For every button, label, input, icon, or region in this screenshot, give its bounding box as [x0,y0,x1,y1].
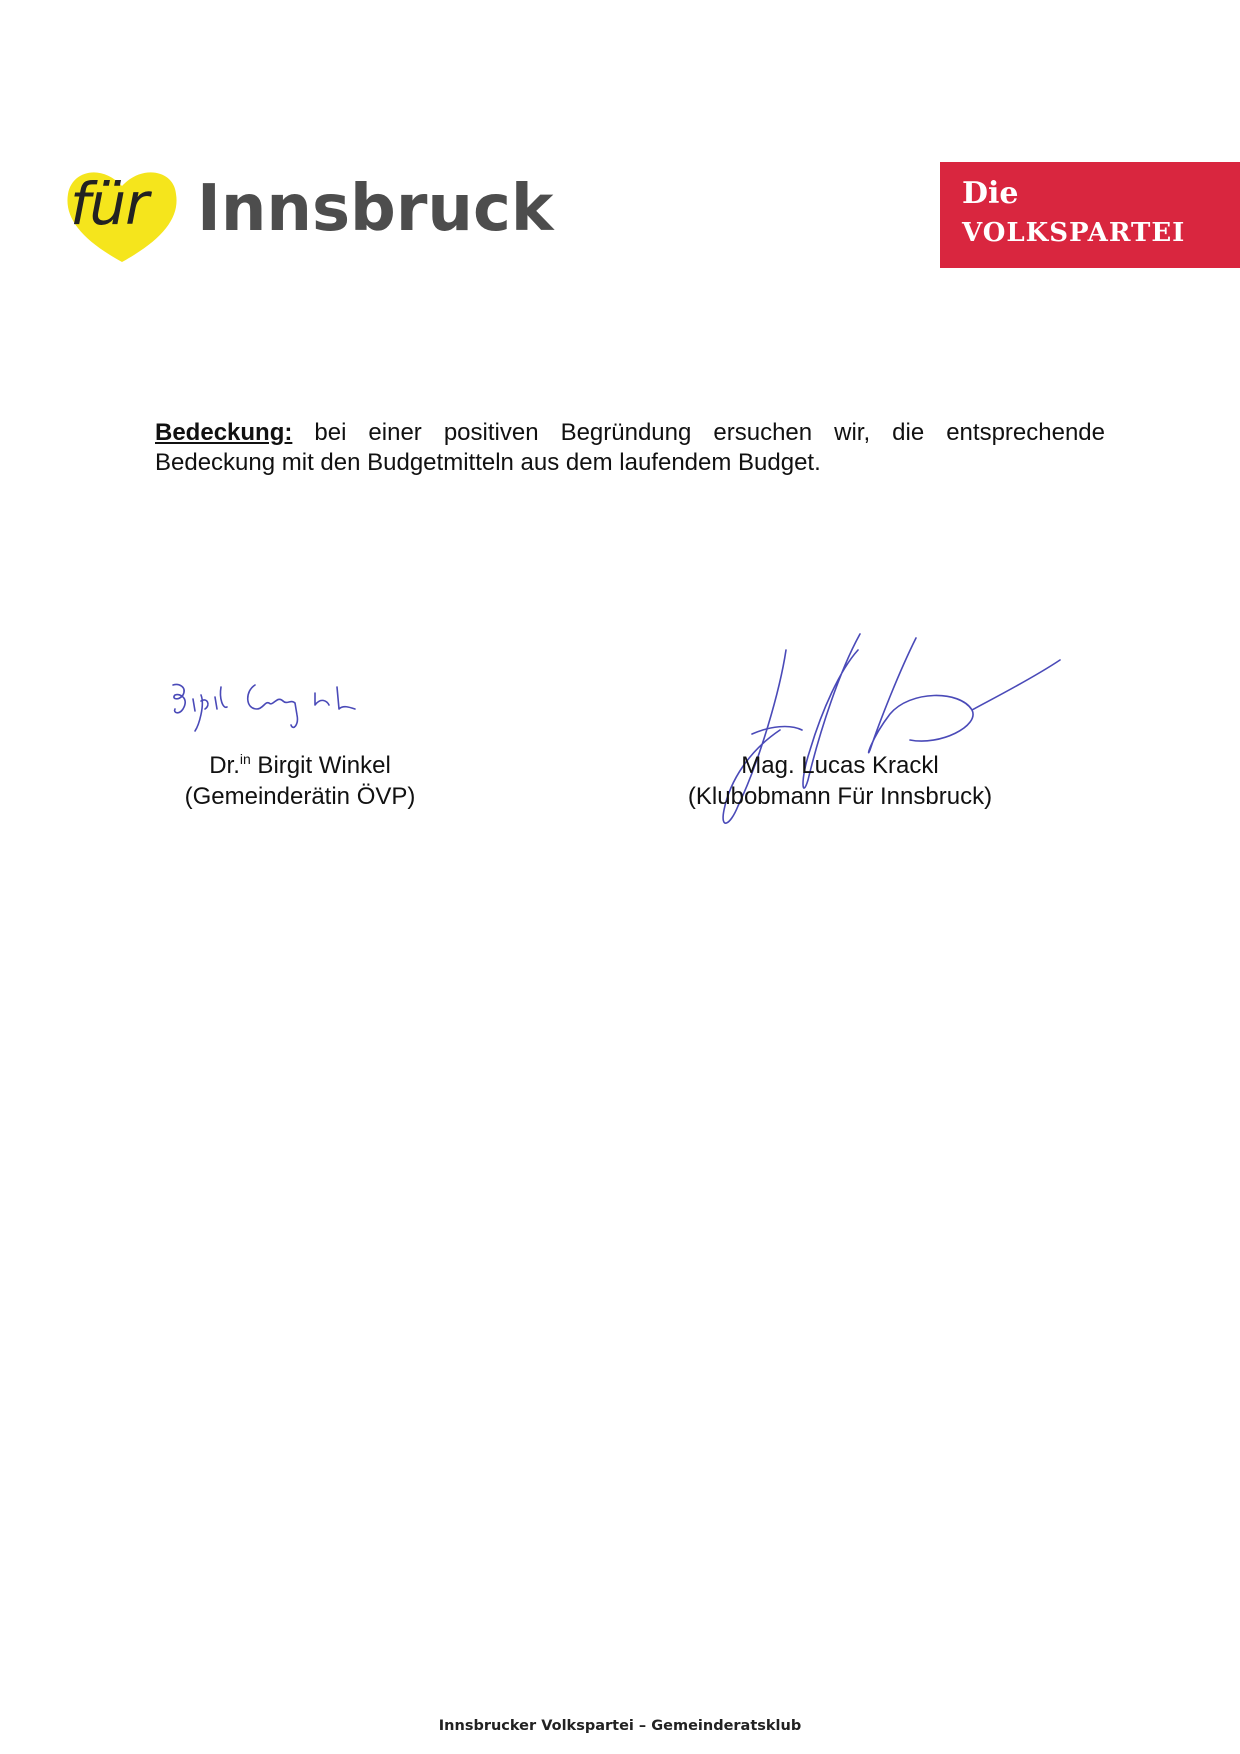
bedeckung-label: Bedeckung: [155,419,293,446]
signature-role-krackl: (Klubobmann Für Innsbruck) [687,783,993,810]
fuer-innsbruck-logo [62,160,554,270]
signature-block-krackl [660,750,1020,812]
signature-role-winkel: (Gemeinderätin ÖVP) [184,783,416,810]
signature-block-winkel [150,750,450,812]
logo-fur-text: für [70,170,149,238]
signature-winkel-image [165,665,385,745]
logo-die-text: Die [962,176,1019,211]
page-footer: Innsbrucker Volkspartei – Gemeinderatsklub [438,1718,802,1734]
logo-volkspartei-text: VOLKSPARTEI [962,218,1186,248]
signature-name-krackl: Mag. Lucas Krackl [741,752,939,779]
logo-innsbruck-text: Innsbruck [197,172,554,246]
signature-name-winkel: Dr.$^{in}$ Birgit Winkel [209,751,391,779]
bedeckung-text: bei einer positiven Begründung ersuchen wir, die entsprechende Bedeckung mit den Budgetmitteln aus dem laufendem Budget. [155,419,1105,476]
bedeckung-paragraph [155,418,1105,478]
volkspartei-logo [940,162,1240,268]
